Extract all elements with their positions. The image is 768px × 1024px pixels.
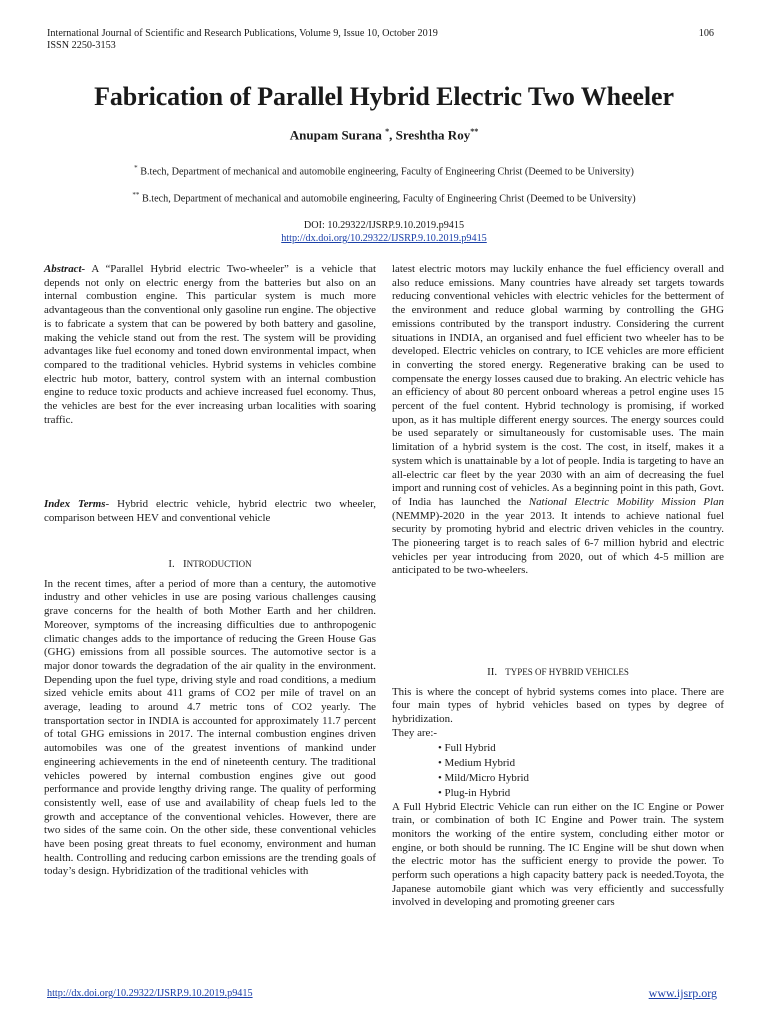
section-types — [392, 666, 724, 910]
paper-title: Fabrication of Parallel Hybrid Electric Two Wheeler — [94, 82, 674, 111]
list-item: • Full Hybrid — [438, 741, 496, 754]
author-1: Anupam Surana — [289, 127, 382, 143]
index-terms — [44, 498, 376, 525]
doi-text: DOI: 10.29322/IJSRP.9.10.2019.p9415 — [303, 220, 465, 231]
section-1-heading — [44, 558, 376, 572]
index-terms-text: - Hybrid electric vehicle, hybrid electric two wheeler, comparison between HEV and conventional vehicle — [44, 498, 376, 524]
author-2: Sreshtha Roy — [395, 127, 471, 143]
abstract-text: A “Parallel Hybrid electric Two-wheeler” is a vehicle that depends not only on electric energy from the batteries but also on an internal combustion engine. This particular system is much more advantageous than the conventional only gasoline run engine. The objective is to fabricate a system that can be powered by both battery and gasoline, making the vehicle stand out from the rest. The system will be providing advantages like fuel economy and toned down environmental impact, when compared to the traditional vehicles. Hybrid systems in vehicles combine electric hub motor, battery, control system with an internal combustion engine to reduce toxic products and achieve increased fuel economy. Thus, the vehicles are best for the ever increasing urban localities with soaring traffic. — [44, 263, 376, 426]
section-2-title: TYPES OF HYBRID VEHICLES — [505, 667, 629, 677]
authors — [0, 127, 768, 143]
index-terms-label: Index Terms — [44, 498, 106, 510]
section-2-heading — [392, 666, 724, 680]
author-2-mark: ** — [470, 127, 479, 136]
right-column-intro — [392, 263, 724, 578]
issn: ISSN 2250-3153 — [47, 40, 116, 51]
section-2-body: A Full Hybrid Electric Vehicle can run either on the IC Engine or Power train, or combination of both IC Engine and Power train. The system monitors the working of the entire system, concluding either motor or engine, or both should be running. The IC Engine will be shut down when the electric motor has the sufficient energy to provide the power. To perform such operations a high capacity battery pack is needed.Toyota, the Japanese automobile giant which was very efficiently and successfully involved in developing and promoting greener cars — [392, 800, 724, 909]
section-1-body: In the recent times, after a period of more than a century, the automotive industry and other vehicles in use are posing various challenges causing grave concerns for the health of both Mother Earth and her children. Moreover, symptoms of the increasing difficulties due to anthropogenic climatic changes adds to the importance of reducing the Green House Gas (GHG) emissions from all possible sources. The automotive sector is a major donor towards the degradation of the air quality in the environment. Depending upon the fuel type, driving style and road conditions, a medium sized vehicle emits about 411 grams of CO2 per mile of travel on an average, leading to around 4.7 metric tons of CO2 yearly. The transportation sector in INDIA is accounted for approximately 11.7 percent of total GHG emissions in 2017. The internal combustion engines driven automobiles was one of the greatest inventions of mankind under engineering achievements in the end of nineteenth century. The traditional vehicles powered by internal combustion engines give out good performance and provide lengthy driving range. The quality of performing consistently well, ease of use and availability of cheap fuels led to the growth and acceptance of the conventional vehicles. However, there are two sides of the same coin. On the other side, these conventional vehicles have been posing great threats to fuel economy, environment and human health. Controlling and reducing carbon emissions are the trending goals of today’s design. Hybridization of the traditional vehicles with — [44, 577, 376, 878]
section-2-number: II. — [487, 666, 498, 678]
author-1-mark: * — [385, 127, 390, 136]
page-number: 106 — [698, 28, 714, 39]
list-item: • Mild/Micro Hybrid — [438, 771, 529, 784]
section-2-intro: This is where the concept of hybrid systems comes into place. There are four main types of hybrid vehicles based on types by degree of hybridization. — [392, 685, 724, 726]
section-1-title-rest: NTRODUCTION — [186, 559, 252, 569]
affiliation-2-mark: ** — [132, 191, 140, 199]
hybrid-types-list — [392, 741, 724, 801]
affiliation-1 — [0, 164, 768, 177]
author-separator: , — [389, 127, 396, 143]
journal-header — [47, 28, 438, 52]
section-introduction — [44, 558, 376, 879]
section-1-number: I. — [168, 558, 175, 570]
abstract-label: Abstract- — [44, 263, 86, 275]
journal-title: International Journal of Scientific and Research Publications, Volume 9, Issue 10, October 2019 — [47, 28, 438, 39]
section-1-first-letter: I — [182, 558, 187, 570]
intro-continued-part-1: latest electric motors may luckily enhance the fuel efficiency overall and also reduce emissions. Many countries have already set targets towards reducing conventional vehicles with electric vehicles for the betterment of the environment and reduce global warming by controlling the GHG emissions contributed by the transport industry. Considering the current situations in INDIA, an organised and fuel efficient two wheeler has to be developed. Electric vehicles on contrary, to ICE vehicles are more efficient in converting the stored energy. Regenerative braking can be used to compensate the energy losses caused due to braking. An electric vehicle has an efficiency of about 80 percent onboard whereas a petrol engine uses 15 percent of the fuel content. Hybrid technology is promising, if worked upon, as it has multiple different energy sources. The energy sources could be used separately or simultaneously for customisable uses. The main limitation of a hybrid system is the cost. The cost, in itself, makes it a system which is unattainable by a lot of people. India is targeting to have an all-electric car fleet by the year 2030 with an aim of decreasing the fuel import and running cost of vehicles. As a beginning point in this path, Govt. of India has launched the — [392, 263, 724, 508]
affiliation-1-mark: * — [134, 164, 138, 172]
doi-block — [0, 219, 768, 245]
list-item: • Medium Hybrid — [438, 756, 516, 769]
affiliation-1-text: B.tech, Department of mechanical and automobile engineering, Faculty of Engineering Christ (Deemed to be University) — [137, 166, 634, 178]
they-are-label: They are:- — [392, 726, 438, 739]
footer-doi-link[interactable]: http://dx.doi.org/10.29322/IJSRP.9.10.2019.p9415 — [47, 988, 253, 999]
footer-site-link[interactable]: www.ijsrp.org — [648, 986, 717, 1000]
abstract — [44, 263, 376, 427]
nemmp-title: National Electric Mobility Mission Plan — [528, 495, 724, 508]
affiliation-2-text: B.tech, Department of mechanical and automobile engineering, Faculty of Engineering Christ (Deemed to be University) — [139, 193, 636, 205]
list-item: • Plug-in Hybrid — [438, 786, 511, 799]
intro-continued-part-2: (NEMMP)-2020 in the year 2013. It intends to achieve national fuel security by promoting hybrid and electric driven vehicles in the country. The pioneering target is to reach sales of 6-7 million hybrid and electric vehicles per year introducing from 2020, out of which 4-5 million are anticipated to be two-wheelers. — [392, 509, 724, 577]
doi-link[interactable]: http://dx.doi.org/10.29322/IJSRP.9.10.2019.p9415 — [281, 233, 487, 244]
affiliation-2 — [0, 191, 768, 204]
